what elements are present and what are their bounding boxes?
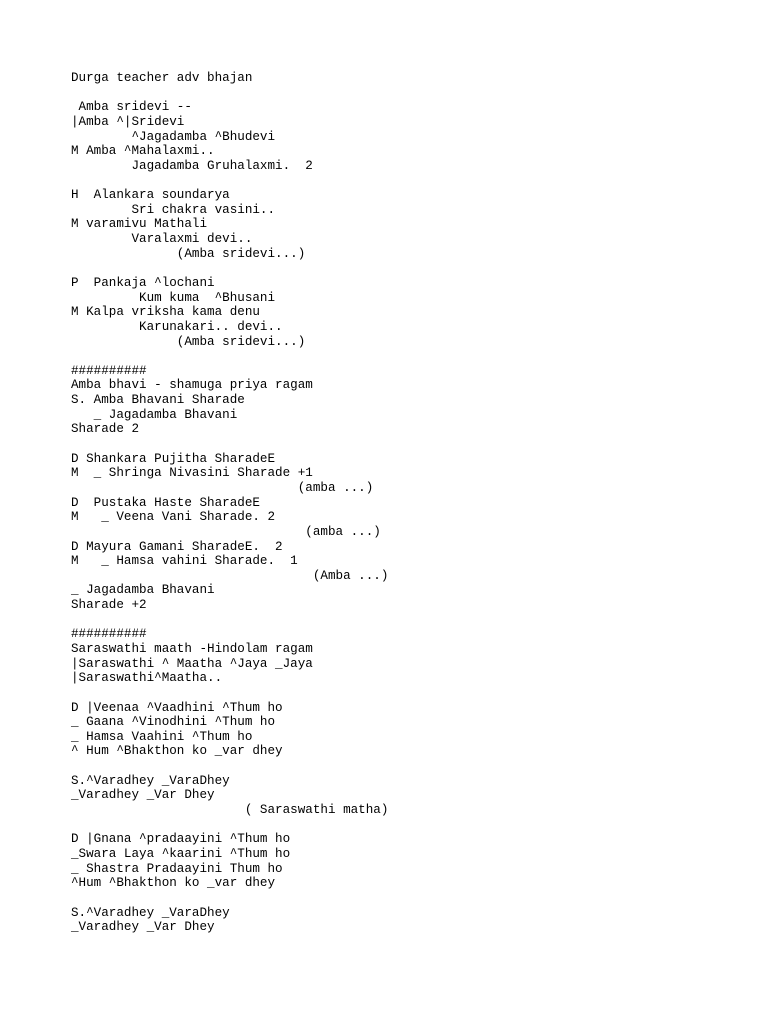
text-line: Amba sridevi -- — [71, 100, 192, 115]
text-line: |Amba ^|Sridevi — [71, 114, 185, 129]
text-line: _ Gaana ^Vinodhini ^Thum ho — [71, 715, 276, 730]
text-line: |Saraswathi^Maatha.. — [71, 671, 223, 686]
text-line: ########## — [71, 363, 147, 378]
text-line: Karunakari.. devi.. — [71, 319, 283, 334]
text-line: P Pankaja ^lochani — [71, 275, 215, 290]
text-line — [71, 891, 768, 906]
text-line: (amba ...) — [71, 524, 381, 539]
text-line: M Kalpa vriksha kama denu — [71, 305, 260, 320]
text-line: Saraswathi maath -Hindolam ragam — [71, 641, 313, 656]
text-line: ########## — [71, 627, 147, 642]
text-line: (Amba sridevi...) — [71, 334, 306, 349]
text-line: ^Jagadamba ^Bhudevi — [71, 129, 276, 144]
text-line: _ Hamsa Vaahini ^Thum ho — [71, 729, 253, 744]
text-line: _Varadhey _Var Dhey — [71, 788, 215, 803]
text-line: M _ Shringa Nivasini Sharade +1 — [71, 466, 313, 481]
text-line: ^Hum ^Bhakthon ko _var dhey — [71, 876, 276, 891]
text-line — [71, 86, 768, 101]
text-line — [71, 261, 768, 276]
text-line: (amba ...) — [71, 480, 374, 495]
text-line: Durga teacher adv bhajan — [71, 71, 253, 85]
text-line: Varalaxmi devi.. — [71, 232, 253, 247]
text-line: _Varadhey _Var Dhey — [71, 920, 215, 935]
text-line: Sri chakra vasini.. — [71, 202, 276, 217]
text-line — [71, 437, 768, 452]
text-line: (Amba ...) — [71, 568, 389, 583]
text-line: (Amba sridevi...) — [71, 246, 306, 261]
text-line: M _ Veena Vani Sharade. 2 — [71, 510, 276, 525]
text-line: |Saraswathi ^ Maatha ^Jaya _Jaya — [71, 656, 313, 671]
text-line: _Swara Laya ^kaarini ^Thum ho — [71, 846, 291, 861]
text-line: D |Gnana ^pradaayini ^Thum ho — [71, 832, 291, 847]
text-line — [71, 613, 768, 628]
text-line — [71, 349, 768, 364]
text-line: M varamivu Mathali — [71, 217, 208, 232]
text-line: Jagadamba Gruhalaxmi. 2 — [71, 158, 313, 173]
text-line — [71, 686, 768, 701]
text-line: D Pustaka Haste SharadeE — [71, 495, 260, 510]
text-line: Amba bhavi - shamuga priya ragam — [71, 378, 313, 393]
text-line: Kum kuma ^Bhusani — [71, 290, 276, 305]
text-line — [71, 173, 768, 188]
text-line: _ Jagadamba Bhavani — [71, 583, 215, 598]
text-line: M _ Hamsa vahini Sharade. 1 — [71, 554, 298, 569]
text-line: Sharade +2 — [71, 598, 147, 613]
text-line: S.^Varadhey _VaraDhey — [71, 773, 230, 788]
text-line — [71, 818, 768, 833]
text-line: D |Veenaa ^Vaadhini ^Thum ho — [71, 700, 283, 715]
document-body — [71, 71, 768, 935]
text-line: S.^Varadhey _VaraDhey — [71, 905, 230, 920]
text-line: ^ Hum ^Bhakthon ko _var dhey — [71, 744, 283, 759]
text-line: ( Saraswathi matha) — [71, 803, 389, 818]
text-line — [71, 759, 768, 774]
text-line: D Shankara Pujitha SharadeE — [71, 451, 276, 466]
text-line: _ Jagadamba Bhavani — [71, 407, 238, 422]
text-line: S. Amba Bhavani Sharade — [71, 393, 245, 408]
text-line: M Amba ^Mahalaxmi.. — [71, 144, 215, 159]
text-line: H Alankara soundarya — [71, 188, 230, 203]
text-line: Sharade 2 — [71, 422, 140, 437]
text-line: _ Shastra Pradaayini Thum ho — [71, 861, 283, 876]
text-line: D Mayura Gamani SharadeE. 2 — [71, 539, 283, 554]
